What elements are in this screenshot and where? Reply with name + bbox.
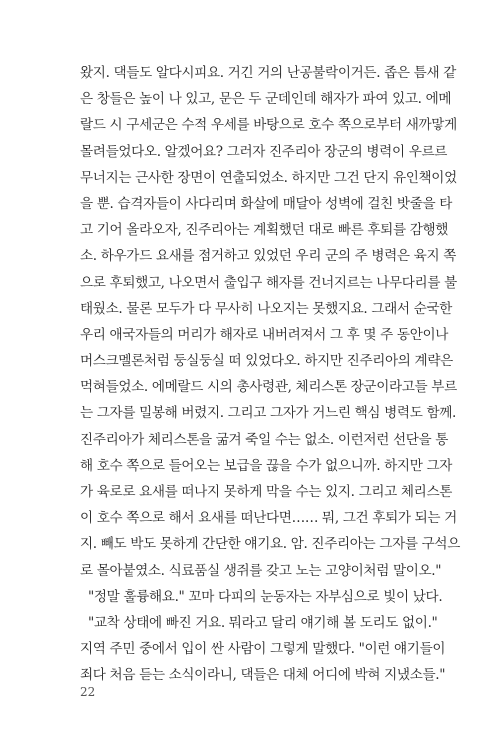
page-number: 22 <box>80 685 96 699</box>
text-line: 무너지는 근사한 장면이 연출되었소. 하지만 그건 단지 유인책이었 <box>80 169 457 186</box>
text-line: 소. 하우가드 요새를 점거하고 있었던 우리 군의 주 병력은 육지 쪽 <box>80 248 457 265</box>
text-line: 머스크멜론처럼 둥실둥실 떠 있었다오. 하지만 진주리아의 계략은 <box>80 353 453 370</box>
text-line: 태웠소. 물론 모두가 다 무사히 나오지는 못했지요. 그래서 순국한 <box>80 300 453 317</box>
text-line: 해 호수 쪽으로 들어오는 보급을 끊을 수가 없으니까. 하지만 그자 <box>80 457 453 474</box>
text-line: 지. 빼도 박도 못하게 간단한 얘기요. 암. 진주리아는 그자를 구석으 <box>80 536 460 553</box>
text-line: 는 그자를 밀봉해 버렸지. 그리고 그자가 거느린 핵심 병력도 함께. <box>80 405 457 422</box>
text-line: 지역 주민 중에서 입이 싼 사람이 그렇게 말했다. "이런 얘기들이 <box>80 641 446 658</box>
text-line: 로 몰아붙였소. 식료품실 생쥐를 갖고 노는 고양이처럼 말이오." <box>80 562 442 579</box>
text-line: 랄드 시 구세군은 수적 우세를 바탕으로 호수 쪽으로부터 새까맣게 <box>80 117 457 134</box>
text-line: "정말 훌륭해요." 꼬마 다피의 눈동자는 자부심으로 빛이 났다. <box>88 588 443 605</box>
text-line: 몰려들었다오. 알겠어요? 그러자 진주리아 장군의 병력이 우르르 <box>80 143 448 160</box>
body-text <box>80 60 460 689</box>
text-line: 은 창들은 높이 나 있고, 문은 두 군데인데 해자가 파여 있고. 에메 <box>80 91 452 108</box>
text-line: 왔지. 댁들도 알다시피요. 거긴 거의 난공불락이거든. 좁은 틈새 같 <box>80 65 457 81</box>
text-line: 으로 후퇴했고, 나오면서 출입구 해자를 건너지르는 나무다리를 불 <box>80 274 457 291</box>
text-line: 죄다 처음 듣는 소식이라니, 댁들은 대체 어디에 박혀 지냈소들." <box>80 667 446 684</box>
text-line: 을 뿐. 습격자들이 사다리며 화살에 매달아 성벽에 걸친 밧줄을 타 <box>80 195 453 212</box>
text-line: 우리 애국자들의 머리가 해자로 내버려져서 그 후 몇 주 동안이나 <box>80 326 449 343</box>
text-line: 고 기어 올라오자, 진주리아는 계획했던 대로 빠른 후퇴를 감행했 <box>80 222 449 239</box>
text-line: 이 호수 쪽으로 해서 요새를 떠난다면…… 뭐, 그건 후퇴가 되는 거 <box>80 510 457 527</box>
text-line: 먹혀들었소. 에메랄드 시의 총사령관, 체리스톤 장군이라고들 부르 <box>80 379 457 396</box>
text-line: "교착 상태에 빠진 거요. 뭐라고 달리 얘기해 볼 도리도 없이." <box>88 614 438 631</box>
text-line: 진주리아가 체리스톤을 굶겨 죽일 수는 없소. 이런저런 선단을 통 <box>80 431 449 448</box>
text-line: 가 육로로 요새를 떠나지 못하게 막을 수는 있지. 그리고 체리스톤 <box>80 484 453 500</box>
